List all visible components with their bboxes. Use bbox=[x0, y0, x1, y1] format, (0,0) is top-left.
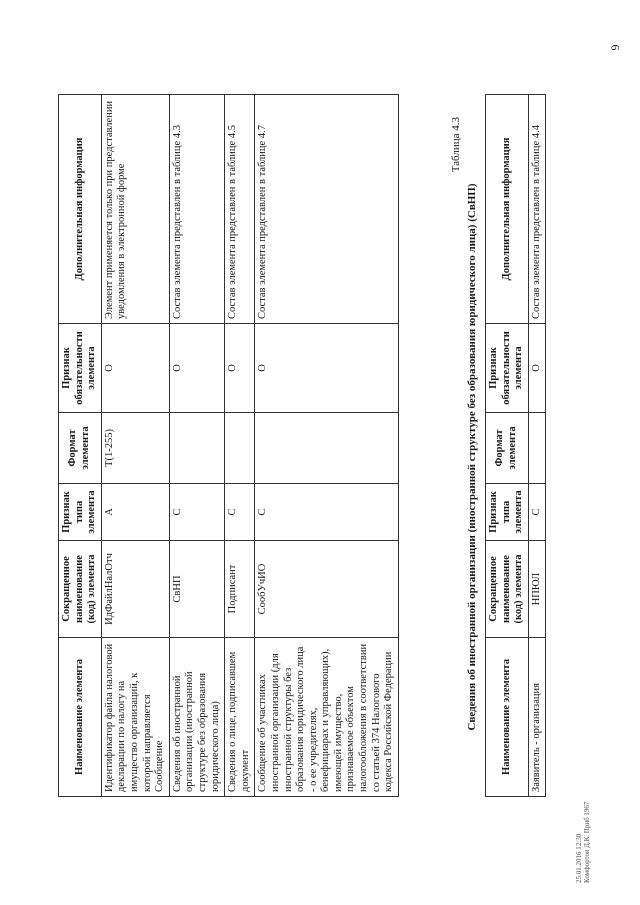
table-cell: Заявитель - организация bbox=[528, 638, 546, 797]
table-row bbox=[101, 95, 169, 797]
table-cell: Состав элемента представлен в таблице 4.5 bbox=[225, 95, 255, 324]
table-row bbox=[528, 95, 546, 797]
column-header: Дополнительная информация bbox=[486, 95, 529, 324]
table-cell: Состав элемента представлен в таблице 4.3 bbox=[169, 95, 224, 324]
column-header: Наименование элемента bbox=[486, 638, 529, 797]
table-cell: А bbox=[101, 484, 169, 541]
table-cell: Идентификатор файла налоговой декларации по налогу на имущество организаций, к которой направляется Сообщение bbox=[101, 638, 169, 797]
table-cell: С bbox=[169, 484, 224, 541]
table-cell bbox=[169, 413, 224, 484]
stamp-line: Комфортов Д.К. Приб 1967 bbox=[582, 801, 591, 883]
column-header: Признак типа элемента bbox=[59, 484, 102, 541]
table-row bbox=[225, 95, 255, 797]
stamp-line: 25.01.2016 12:30 bbox=[575, 833, 583, 883]
table-cell: Состав элемента представлен в таблице 4.7 bbox=[255, 95, 399, 324]
table-cell: О bbox=[528, 324, 546, 413]
table-cell: С bbox=[528, 484, 546, 541]
column-header: Сокращенное наименование (код) элемента bbox=[486, 541, 529, 638]
table-cell: Элемент применяется только при представлении уведомления в электронной форме bbox=[101, 95, 169, 324]
page-number: 6 bbox=[608, 44, 623, 51]
table-cell: НПЮЛ bbox=[528, 541, 546, 638]
table-cell: Сведения о лице, подписавшем документ bbox=[225, 638, 255, 797]
table-cell bbox=[255, 413, 399, 484]
column-header: Формат элемента bbox=[59, 413, 102, 484]
table-cell: О bbox=[101, 324, 169, 413]
table-cell: О bbox=[255, 324, 399, 413]
column-header: Признак типа элемента bbox=[486, 484, 529, 541]
table-cell: ИдФайлНалОтч bbox=[101, 541, 169, 638]
table-cell: С bbox=[225, 484, 255, 541]
table-cell: О bbox=[225, 324, 255, 413]
elements-table-main bbox=[58, 94, 399, 797]
column-header: Сокращенное наименование (код) элемента bbox=[59, 541, 102, 638]
table-cell: Сведения об иностранной организации (иностранной структуре без образования юридического лица) bbox=[169, 638, 224, 797]
table-cell: СвНП bbox=[169, 541, 224, 638]
table-row bbox=[255, 95, 399, 797]
column-header: Формат элемента bbox=[486, 413, 529, 484]
table-cell bbox=[528, 413, 546, 484]
table-cell: СообУчИО bbox=[255, 541, 399, 638]
column-header: Признак обязательности элемента bbox=[486, 324, 529, 413]
elements-table-svnp bbox=[485, 94, 546, 797]
column-header: Наименование элемента bbox=[59, 638, 102, 797]
table-cell bbox=[225, 413, 255, 484]
table-cell: О bbox=[169, 324, 224, 413]
table-cell: Состав элемента представлен в таблице 4.4 bbox=[528, 95, 546, 324]
table-row bbox=[169, 95, 224, 797]
table-cell: Подписант bbox=[225, 541, 255, 638]
table-header-row bbox=[486, 95, 529, 797]
table-header-row bbox=[59, 95, 102, 797]
table-title: Сведения об иностранной организации (иностранной структуре без образования юридического лица) (СвНП) bbox=[466, 183, 478, 731]
table-label: Таблица 4.3 bbox=[450, 117, 462, 173]
column-header: Признак обязательности элемента bbox=[59, 324, 102, 413]
registration-stamp bbox=[576, 802, 591, 883]
table-cell: С bbox=[255, 484, 399, 541]
table-cell: Т(1-255) bbox=[101, 413, 169, 484]
column-header: Дополнительная информация bbox=[59, 95, 102, 324]
table-cell: Сообщение об участниках иностранной организации (для иностранной структуры без образования юридического лица - о ее учредителях, бенефициарах и управляющих), имеющей имущество, признаваемое объектом налогообложения в соответствии со статьей 374 Налогового кодекса Российской Федерации bbox=[255, 638, 399, 797]
